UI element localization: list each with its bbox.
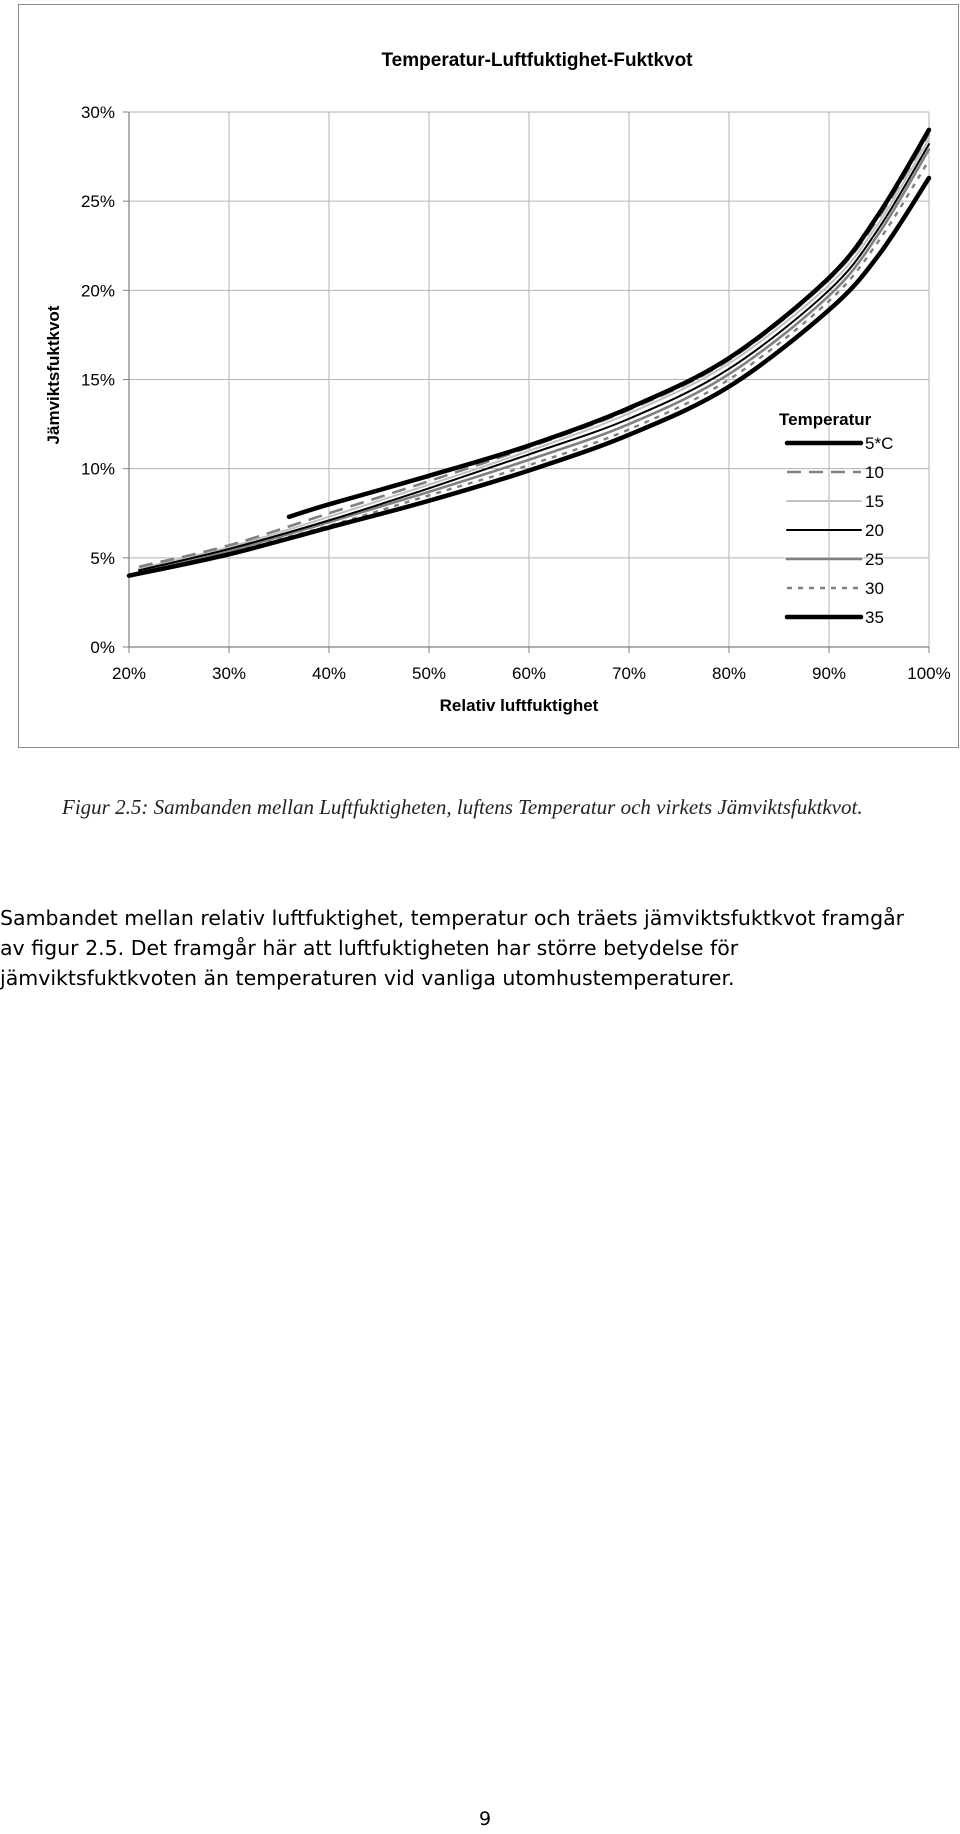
x-tick-label: 60%	[511, 664, 547, 683]
legend-label: 35	[865, 608, 884, 627]
legend-label: 30	[865, 579, 884, 598]
x-tick-label: 40%	[311, 664, 347, 683]
legend-label: 5*C	[865, 434, 894, 453]
y-tick-label: 30%	[80, 103, 115, 122]
series-line-25	[139, 149, 929, 572]
legend	[779, 410, 893, 627]
series-line-15	[139, 139, 929, 569]
x-tick-label: 100%	[907, 664, 951, 683]
y-tick-label: 25%	[80, 192, 115, 212]
series-line-20	[139, 144, 929, 570]
y-tick-label: 20%	[80, 281, 115, 301]
legend-label: 20	[865, 521, 884, 540]
body-line-1: Sambandet mellan relativ luftfuktighet, temperatur och träets jämviktsfuktkvot framgår	[0, 906, 905, 930]
y-tick-label: 10%	[80, 459, 115, 479]
y-tick-label: 5%	[90, 548, 115, 568]
body-line-2: av figur 2.5. Det framgår här att luftfuktigheten har större betydelse för	[0, 936, 739, 960]
x-tick-label: 90%	[811, 664, 847, 683]
x-tick-label: 20%	[111, 664, 147, 683]
figure-caption: Figur 2.5: Sambanden mellan Luftfuktigheten, luftens Temperatur och virkets Jämviktsfuktkvot.	[62, 795, 863, 819]
x-tick-label: 70%	[611, 664, 647, 683]
chart-title: Temperatur-Luftfuktighet-Fuktkvot	[381, 50, 693, 71]
legend-label: 10	[865, 463, 884, 482]
y-tick-label: 0%	[90, 638, 115, 657]
x-axis-label: Relativ luftfuktighet	[439, 696, 599, 715]
x-tick-label: 30%	[211, 664, 247, 683]
page-number: 9	[478, 1808, 492, 1830]
y-axis-label: Jämviktsfuktkvot	[44, 305, 63, 445]
grid-lines	[123, 112, 929, 653]
x-tick-label: 80%	[711, 664, 747, 683]
body-line-3: jämviktsfuktkvoten än temperaturen vid vanliga utomhustemperaturer.	[0, 966, 735, 990]
tick-labels	[81, 103, 951, 683]
legend-label: 25	[865, 550, 884, 569]
legend-title: Temperatur	[779, 410, 872, 429]
series-line-5C	[289, 130, 929, 517]
chart-frame	[18, 4, 959, 748]
legend-label: 15	[865, 492, 884, 511]
x-tick-label: 50%	[411, 664, 447, 683]
chart	[19, 5, 958, 747]
series-line-30	[139, 160, 929, 574]
body-paragraph	[0, 903, 960, 993]
y-tick-label: 15%	[80, 370, 115, 390]
